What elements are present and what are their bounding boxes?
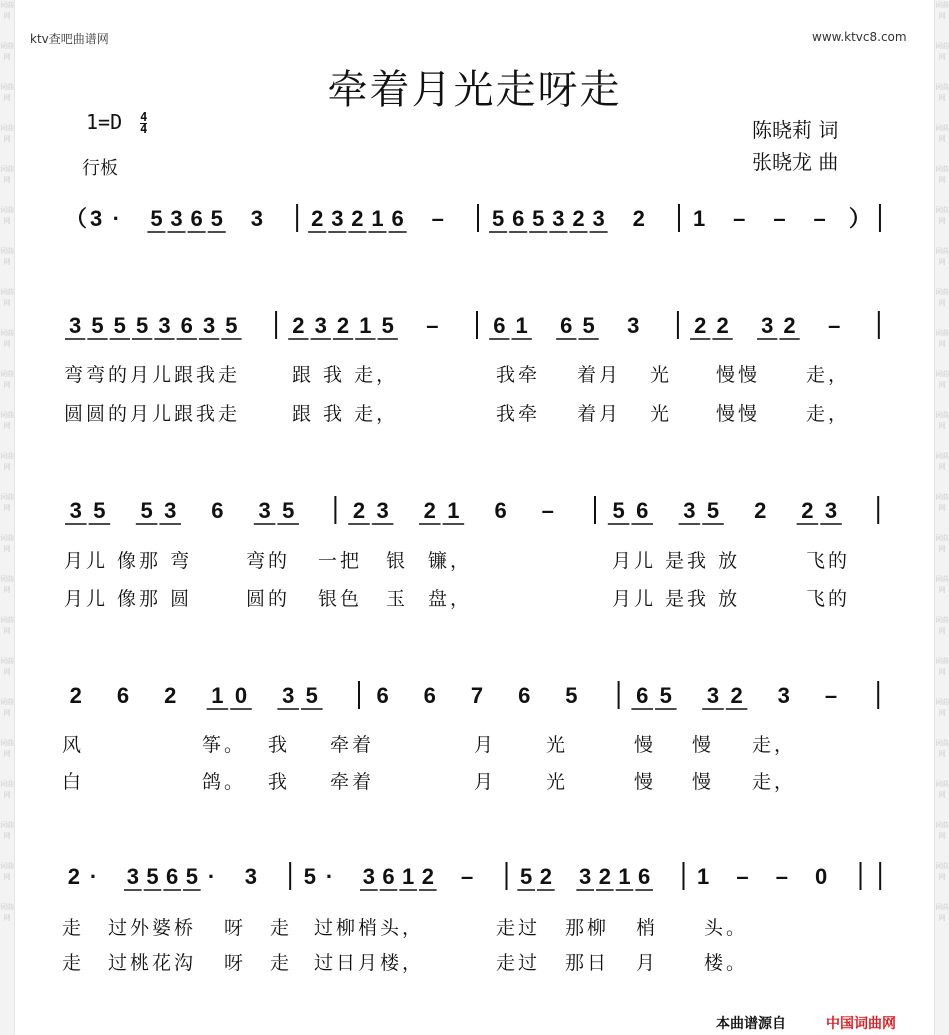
lyric-line: 走 xyxy=(62,917,85,939)
watermark-text: 词曲网 xyxy=(0,493,14,512)
note-digit: 5 xyxy=(520,864,533,889)
note-digit: 5 xyxy=(91,313,104,338)
notation-row xyxy=(65,496,878,524)
lyric-line: 走 xyxy=(270,917,293,939)
lyric-line: 镰， xyxy=(428,550,473,572)
notation-symbol: – xyxy=(461,864,474,889)
watermark-text: 词曲网 xyxy=(0,821,14,840)
note-digit: 5 xyxy=(146,864,159,889)
lyric-line: 月 xyxy=(636,952,659,974)
note-digit: 2 xyxy=(351,206,364,231)
note-digit: 3 xyxy=(706,683,720,708)
note-digit: 1 xyxy=(371,206,384,231)
lyric-line: 那柳 xyxy=(565,917,610,939)
notation-symbol: · xyxy=(112,206,120,231)
watermark-text: 词曲网 xyxy=(0,739,14,758)
note-digit: 6 xyxy=(376,683,389,708)
note-digit: 5 xyxy=(381,313,394,338)
lyric-line: 光 xyxy=(650,403,673,425)
watermark-text: 词曲网 xyxy=(935,534,949,553)
watermark-text: 词曲网 xyxy=(935,657,949,676)
tempo-marking: 行板 xyxy=(82,158,118,179)
lyric-line: 月儿 像那 圆 xyxy=(64,588,193,610)
lyric-line: 牵着 xyxy=(330,771,375,793)
note-digit: 1 xyxy=(359,313,372,338)
lyric-line: 慢 xyxy=(634,734,657,756)
watermark-text: 词曲网 xyxy=(935,206,949,225)
lyric-line: 走过 xyxy=(496,952,541,974)
note-digit: 6 xyxy=(423,683,436,708)
lyric-line: 弯的 xyxy=(246,550,291,572)
watermark-text: 词曲网 xyxy=(935,452,949,471)
notation-row xyxy=(65,204,880,232)
note-digit: 5 xyxy=(113,313,126,338)
note-digit: 3 xyxy=(282,683,295,708)
note-digit: 1 xyxy=(697,864,710,889)
notation-symbol: – xyxy=(813,206,826,231)
watermark-text: 词曲网 xyxy=(0,329,14,348)
note-digit: 6 xyxy=(560,313,573,338)
watermark-text: 词曲网 xyxy=(935,616,949,635)
note-digit: 3 xyxy=(158,313,171,338)
note-digit: 6 xyxy=(636,498,649,523)
site-url-right: www.ktvc8.com xyxy=(812,30,907,44)
lyric-line: 着月 xyxy=(577,403,622,425)
lyric-line: 弯弯的月儿跟我走 xyxy=(64,364,241,386)
note-digit: 2 xyxy=(292,313,305,338)
source-label: 本曲谱源自 xyxy=(716,1016,786,1032)
note-digit: 2 xyxy=(694,313,707,338)
watermark-text: 词曲网 xyxy=(0,165,14,184)
note-digit: 5 xyxy=(706,498,720,523)
lyric-line: 月 xyxy=(474,734,497,756)
watermark-text: 词曲网 xyxy=(935,83,949,102)
notation-row xyxy=(65,311,879,339)
lyric-line: 圆的 xyxy=(246,588,291,610)
lyric-line: 鸽。 xyxy=(202,771,247,793)
note-digit: 3 xyxy=(376,498,389,523)
note-digit: 5 xyxy=(136,313,149,338)
note-digit: 3 xyxy=(552,206,565,231)
note-digit: 3 xyxy=(258,498,271,523)
note-digit: 5 xyxy=(185,864,198,889)
note-digit: 2 xyxy=(67,864,80,889)
watermark-text: 词曲网 xyxy=(935,247,949,266)
note-digit: 2 xyxy=(632,206,645,231)
lyric-line: 光 xyxy=(650,364,673,386)
note-digit: 2 xyxy=(801,498,814,523)
watermark-text: 词曲网 xyxy=(0,42,14,61)
note-digit: 6 xyxy=(391,206,404,231)
lyric-line: 圆圆的月儿跟我走 xyxy=(64,403,241,425)
lyric-line: 月儿 是我 放 xyxy=(612,550,741,572)
watermark-text: 词曲网 xyxy=(0,657,14,676)
watermark-text: 词曲网 xyxy=(935,780,949,799)
watermark-text: 词曲网 xyxy=(0,124,14,143)
note-digit: 5 xyxy=(140,498,153,523)
lyric-line: 筝。 xyxy=(202,734,247,756)
note-digit: 3 xyxy=(627,313,640,338)
note-digit: 2 xyxy=(69,683,82,708)
note-digit: 3 xyxy=(579,864,592,889)
watermark-text: 词曲网 xyxy=(935,329,949,348)
note-digit: 5 xyxy=(225,313,238,338)
lyric-line: 光 xyxy=(546,734,569,756)
lyric-line: 过外婆桥 xyxy=(108,917,197,939)
watermark-text: 词曲网 xyxy=(0,247,14,266)
watermark-text: 词曲网 xyxy=(935,698,949,717)
lyric-line: 走过 xyxy=(496,917,541,939)
note-digit: 2 xyxy=(421,864,434,889)
note-digit: 5 xyxy=(282,498,295,523)
note-digit: 2 xyxy=(598,864,611,889)
note-digit: 6 xyxy=(512,206,525,231)
lyric-line: 跟 我 走， xyxy=(292,364,399,386)
watermark-text: 词曲网 xyxy=(0,452,14,471)
notation-symbol: – xyxy=(541,498,554,523)
watermark-text: 词曲网 xyxy=(0,206,14,225)
time-bottom: 4 xyxy=(140,122,148,136)
note-digit: 3 xyxy=(592,206,605,231)
note-digit: 3 xyxy=(777,683,790,708)
notation-symbol: ） xyxy=(848,206,871,231)
watermark-text: 词曲网 xyxy=(0,862,14,881)
note-digit: 3 xyxy=(250,206,264,231)
lyric-line: 过日月楼， xyxy=(314,952,425,974)
lyric-line: 白 xyxy=(62,771,85,793)
note-digit: 5 xyxy=(305,683,318,708)
lyricist-credit: 陈晓莉 词 xyxy=(752,118,839,142)
lyric-line: 我 xyxy=(268,734,291,756)
watermark-text: 词曲网 xyxy=(935,821,949,840)
watermark-text: 词曲网 xyxy=(0,698,14,717)
lyric-line: 走， xyxy=(752,771,797,793)
watermark-text: 词曲网 xyxy=(0,575,14,594)
note-digit: 3 xyxy=(126,864,139,889)
note-digit: 2 xyxy=(754,498,767,523)
note-digit: 1 xyxy=(447,498,460,523)
lyric-line: 楼。 xyxy=(704,952,749,974)
note-digit: 2 xyxy=(539,864,552,889)
note-digit: 1 xyxy=(515,313,528,338)
note-digit: 6 xyxy=(180,313,193,338)
lyric-line: 我牵 xyxy=(496,403,541,425)
note-digit: 3 xyxy=(683,498,696,523)
note-digit: 2 xyxy=(336,313,350,338)
watermark-text: 词曲网 xyxy=(935,370,949,389)
lyric-line: 风 xyxy=(62,734,85,756)
lyric-line: 慢 xyxy=(634,771,657,793)
watermark-text: 词曲网 xyxy=(935,575,949,594)
note-digit: 6 xyxy=(494,498,507,523)
notation-symbol: – xyxy=(828,313,841,338)
note-digit: 3 xyxy=(824,498,838,523)
site-name-left: ktv查吧曲谱网 xyxy=(30,32,109,46)
composer-credit: 张晓龙 曲 xyxy=(752,150,839,174)
note-digit: 5 xyxy=(303,864,316,889)
note-digit: 6 xyxy=(518,683,531,708)
watermark-text: 词曲网 xyxy=(935,739,949,758)
note-digit: 5 xyxy=(532,206,545,231)
watermark-text: 词曲网 xyxy=(935,862,949,881)
note-digit: 6 xyxy=(638,864,651,889)
note-digit: 3 xyxy=(362,864,375,889)
note-digit: 1 xyxy=(618,864,631,889)
note-digit: 5 xyxy=(491,206,505,231)
note-digit: 6 xyxy=(382,864,395,889)
note-digit: 0 xyxy=(815,864,828,889)
note-digit: 2 xyxy=(716,313,729,338)
note-digit: 3 xyxy=(69,313,82,338)
lyric-line: 月儿 像那 弯 xyxy=(64,550,193,572)
note-digit: 1 xyxy=(692,206,706,231)
note-digit: 3 xyxy=(90,206,103,231)
note-digit: 2 xyxy=(572,206,585,231)
lyric-line: 银色 xyxy=(318,588,363,610)
lyric-line: 走， xyxy=(806,364,851,386)
notation-symbol: · xyxy=(89,864,98,889)
lyric-line: 那日 xyxy=(565,952,610,974)
note-digit: 6 xyxy=(211,498,224,523)
watermark-text: 词曲网 xyxy=(0,616,14,635)
lyric-line: 光 xyxy=(546,771,569,793)
note-digit: 3 xyxy=(164,498,177,523)
lyric-line: 过桃花沟 xyxy=(108,952,197,974)
notation-symbol: · xyxy=(325,864,334,889)
note-digit: 1 xyxy=(402,864,415,889)
notation-symbol: （ xyxy=(65,206,88,231)
note-digit: 3 xyxy=(244,864,257,889)
note-digit: 6 xyxy=(636,683,649,708)
note-digit: 6 xyxy=(190,206,203,231)
lyric-line: 梢 xyxy=(636,917,659,939)
lyric-line: 玉 xyxy=(386,588,409,610)
watermark-text: 词曲网 xyxy=(0,903,14,922)
watermark-text: 词曲网 xyxy=(0,1,14,20)
lyric-line: 呀 xyxy=(224,917,247,939)
lyric-line: 跟 我 走， xyxy=(292,403,399,425)
lyric-line: 月 xyxy=(474,771,497,793)
notation-symbol: – xyxy=(736,864,749,889)
notation-symbol: – xyxy=(431,206,444,231)
lyric-line: 呀 xyxy=(224,952,247,974)
note-digit: 2 xyxy=(423,498,436,523)
note-digit: 6 xyxy=(116,683,130,708)
watermark-text: 词曲网 xyxy=(935,165,949,184)
watermark-text: 词曲网 xyxy=(935,411,949,430)
lyric-line: 银 xyxy=(386,550,409,572)
note-digit: 3 xyxy=(331,206,344,231)
lyric-line: 盘， xyxy=(428,588,473,610)
note-digit: 3 xyxy=(170,206,183,231)
lyric-line: 我 xyxy=(268,771,291,793)
note-digit: 3 xyxy=(761,313,774,338)
watermark-text: 词曲网 xyxy=(935,42,949,61)
note-digit: 5 xyxy=(150,206,163,231)
notation-symbol: – xyxy=(733,206,746,231)
lyric-line: 过柳梢头， xyxy=(314,917,425,939)
lyric-line: 走， xyxy=(806,403,851,425)
watermark-text: 词曲网 xyxy=(0,370,14,389)
watermark-text: 词曲网 xyxy=(935,1,949,20)
watermark-text: 词曲网 xyxy=(0,780,14,799)
lyric-line: 走 xyxy=(62,952,85,974)
watermark-text: 词曲网 xyxy=(935,124,949,143)
note-digit: 7 xyxy=(470,683,484,708)
note-digit: 2 xyxy=(164,683,177,708)
key-text: 1=D xyxy=(86,110,123,134)
lyric-line: 牵着 xyxy=(330,734,375,756)
note-digit: 5 xyxy=(582,313,595,338)
notation-symbol: – xyxy=(426,313,439,338)
lyric-line: 飞的 xyxy=(806,588,851,610)
lyric-line: 飞的 xyxy=(806,550,851,572)
note-digit: 5 xyxy=(565,683,578,708)
note-digit: 1 xyxy=(211,683,224,708)
watermark-text: 词曲网 xyxy=(0,411,14,430)
note-digit: 6 xyxy=(166,864,179,889)
note-digit: 3 xyxy=(69,498,82,523)
lyric-line: 慢 xyxy=(692,734,715,756)
lyric-line: 慢 xyxy=(692,771,715,793)
note-digit: 2 xyxy=(352,498,366,523)
note-digit: 3 xyxy=(314,313,327,338)
note-digit: 2 xyxy=(311,206,324,231)
note-digit: 2 xyxy=(783,313,796,338)
lyric-line: 走 xyxy=(270,952,293,974)
note-digit: 5 xyxy=(93,498,106,523)
lyric-line: 慢慢 xyxy=(716,364,761,386)
watermark-text: 词曲网 xyxy=(0,534,14,553)
note-digit: 3 xyxy=(202,313,216,338)
note-digit: 2 xyxy=(730,683,743,708)
source-site-link[interactable]: 中国词曲网 xyxy=(826,1016,896,1032)
watermark-text: 词曲网 xyxy=(935,903,949,922)
song-title: 牵着月光走呀走 xyxy=(327,67,622,113)
lyric-line: 慢慢 xyxy=(716,403,761,425)
lyric-line: 着月 xyxy=(577,364,622,386)
lyric-line: 月儿 是我 放 xyxy=(612,588,741,610)
watermark-text: 词曲网 xyxy=(935,493,949,512)
note-digit: 6 xyxy=(493,313,506,338)
notation-row xyxy=(70,681,879,709)
watermark-text: 词曲网 xyxy=(0,288,14,307)
note-digit: 5 xyxy=(659,683,672,708)
note-digit: 5 xyxy=(612,498,625,523)
watermark-text: 词曲网 xyxy=(935,288,949,307)
notation-symbol: – xyxy=(824,683,838,708)
notation-row xyxy=(68,862,880,890)
notation-symbol: – xyxy=(773,206,786,231)
lyric-line: 走， xyxy=(752,734,797,756)
lyric-line: 我牵 xyxy=(496,364,541,386)
notation-symbol: – xyxy=(775,864,788,889)
lyric-line: 一把 xyxy=(318,550,363,572)
note-digit: 5 xyxy=(210,206,223,231)
watermark-text: 词曲网 xyxy=(0,83,14,102)
notation-symbol: · xyxy=(207,864,216,889)
time-top: 4 xyxy=(140,110,148,124)
lyric-line: 头。 xyxy=(704,917,749,939)
note-digit: 0 xyxy=(234,683,248,708)
